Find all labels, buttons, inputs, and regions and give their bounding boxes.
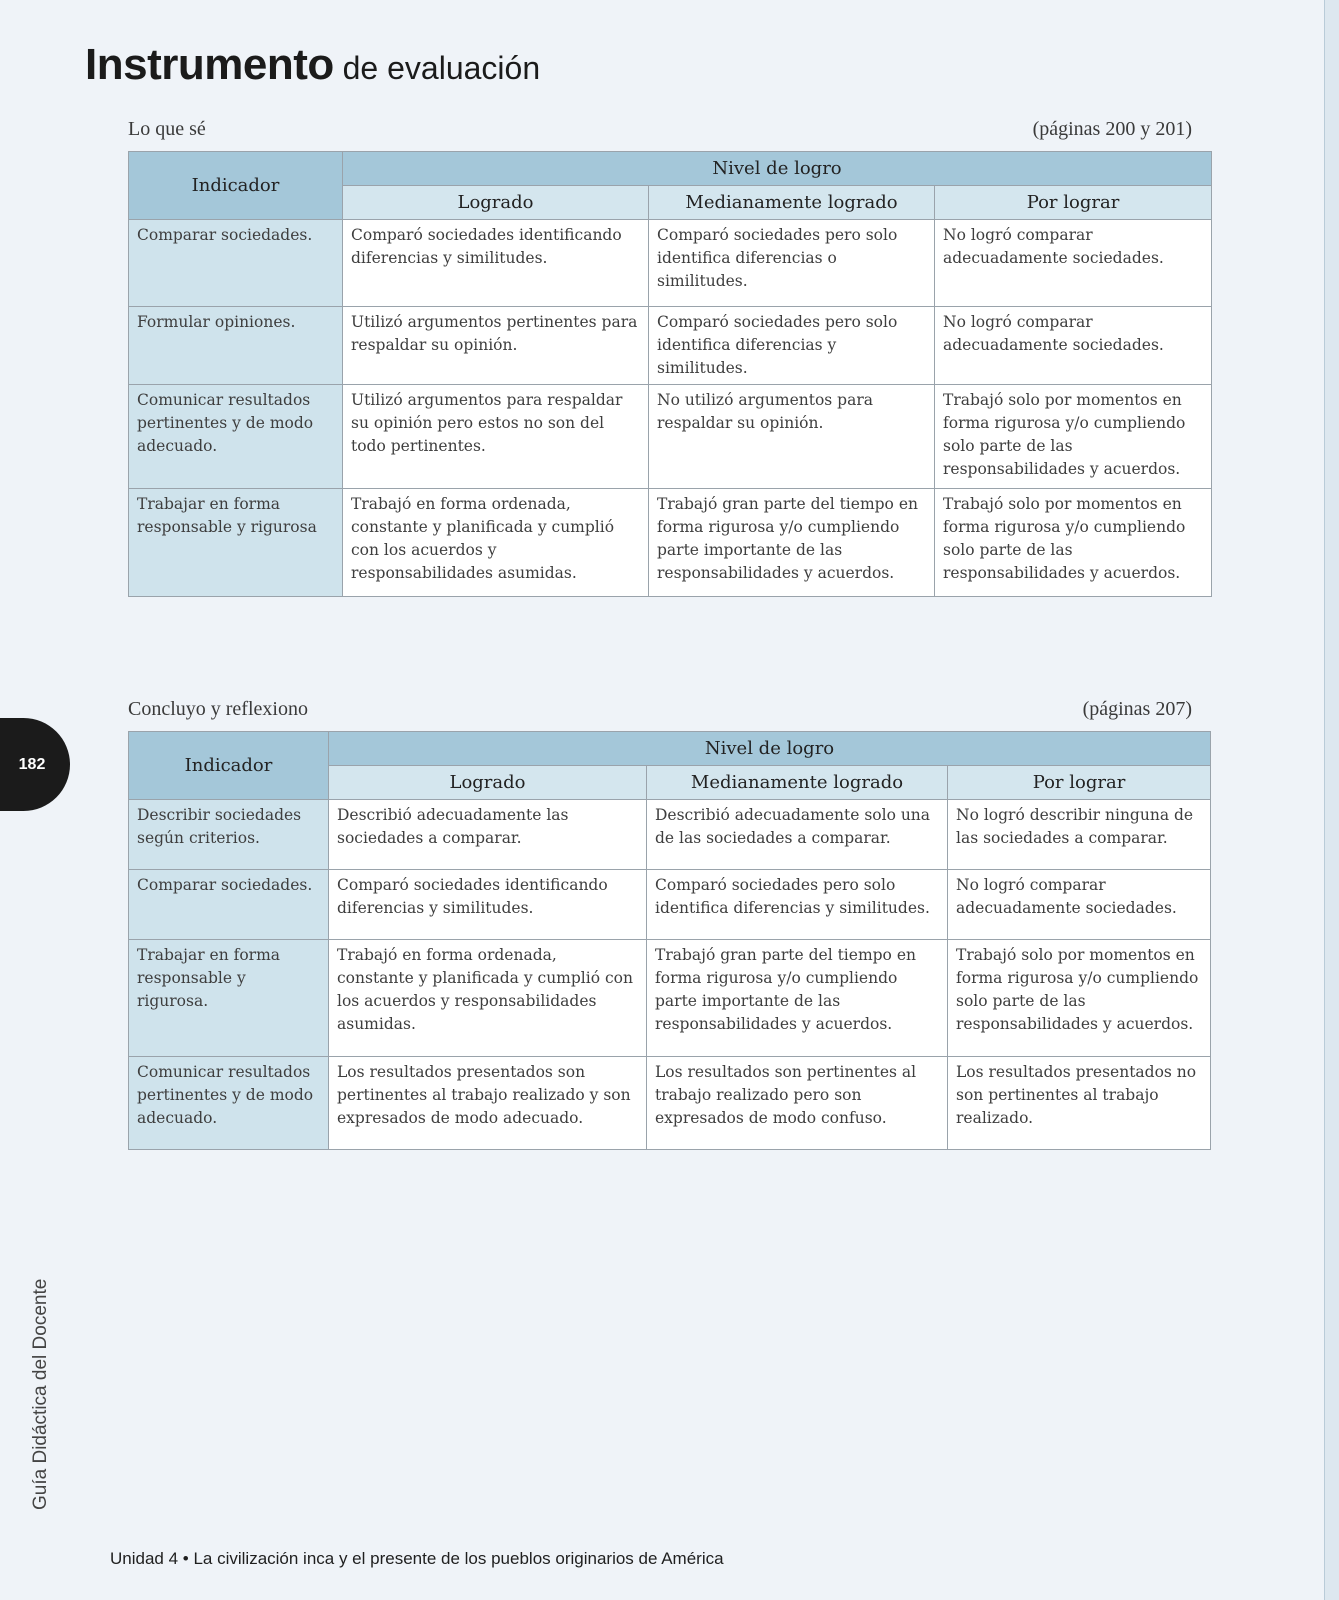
side-label: Guía Didáctica del Docente xyxy=(30,1278,51,1510)
table-row xyxy=(129,940,1211,1057)
section-1-label: Lo que sé xyxy=(128,118,206,140)
indicador-cell: Comparar sociedades. xyxy=(129,870,329,940)
page-title-light: de evaluación xyxy=(342,50,541,86)
medianamente-cell: Comparó sociedades pero solo identifica diferencias y similitudes. xyxy=(647,870,948,940)
page-title-bold: Instrumento xyxy=(85,40,334,89)
page-title xyxy=(85,40,540,90)
logrado-cell: Trabajó en forma ordenada, constante y planificada y cumplió con los acuerdos y responsabilidades asumidas. xyxy=(343,489,649,597)
table-row xyxy=(129,385,1212,489)
logrado-cell: Utilizó argumentos pertinentes para respaldar su opinión. xyxy=(343,307,649,385)
indicador-cell: Trabajar en forma responsable y rigurosa. xyxy=(129,940,329,1057)
level-header-medianamente: Medianamente logrado xyxy=(647,766,948,800)
level-header-por-lograr: Por lograr xyxy=(935,186,1212,220)
indicador-cell: Comunicar resultados pertinentes y de modo adecuado. xyxy=(129,1057,329,1150)
indicador-cell: Formular opiniones. xyxy=(129,307,343,385)
por-lograr-cell: Trabajó solo por momentos en forma rigurosa y/o cumpliendo solo parte de las responsabilidades y acuerdos. xyxy=(948,940,1211,1057)
page-number: 182 xyxy=(18,755,46,773)
medianamente-cell: Comparó sociedades pero solo identifica diferencias y similitudes. xyxy=(649,307,935,385)
indicador-cell: Trabajar en forma responsable y rigurosa xyxy=(129,489,343,597)
medianamente-cell: Trabajó gran parte del tiempo en forma rigurosa y/o cumpliendo parte importante de las responsabilidades y acuerdos. xyxy=(647,940,948,1057)
rubric-table-2 xyxy=(128,731,1211,1150)
indicador-cell: Describir sociedades según criterios. xyxy=(129,800,329,870)
medianamente-cell: Los resultados son pertinentes al trabajo realizado pero son expresados de modo confuso. xyxy=(647,1057,948,1150)
nivel-de-logro-header: Nivel de logro xyxy=(329,732,1211,766)
table-row xyxy=(129,307,1212,385)
por-lograr-cell: No logró comparar adecuadamente sociedades. xyxy=(935,220,1212,307)
logrado-cell: Describió adecuadamente las sociedades a comparar. xyxy=(329,800,647,870)
logrado-cell: Los resultados presentados son pertinentes al trabajo realizado y son expresados de modo adecuado. xyxy=(329,1057,647,1150)
level-header-logrado: Logrado xyxy=(343,186,649,220)
medianamente-cell: No utilizó argumentos para respaldar su opinión. xyxy=(649,385,935,489)
logrado-cell: Comparó sociedades identificando diferencias y similitudes. xyxy=(329,870,647,940)
por-lograr-cell: Los resultados presentados no son pertinentes al trabajo realizado. xyxy=(948,1057,1211,1150)
logrado-cell: Utilizó argumentos para respaldar su opinión pero estos no son del todo pertinentes. xyxy=(343,385,649,489)
section-2-label: Concluyo y reflexiono xyxy=(128,698,308,720)
por-lograr-cell: No logró comparar adecuadamente sociedades. xyxy=(948,870,1211,940)
indicador-header: Indicador xyxy=(129,152,343,220)
right-edge-strip xyxy=(1324,0,1339,1600)
footer-unit-title: Unidad 4 • La civilización inca y el presente de los pueblos originarios de América xyxy=(110,1549,724,1568)
section-2-pages: (páginas 207) xyxy=(1082,698,1192,720)
table-row xyxy=(129,1057,1211,1150)
table-row xyxy=(129,489,1212,597)
level-header-medianamente: Medianamente logrado xyxy=(649,186,935,220)
por-lograr-cell: No logró comparar adecuadamente sociedades. xyxy=(935,307,1212,385)
section-1-pages: (páginas 200 y 201) xyxy=(1032,118,1192,140)
nivel-de-logro-header: Nivel de logro xyxy=(343,152,1212,186)
medianamente-cell: Trabajó gran parte del tiempo en forma rigurosa y/o cumpliendo parte importante de las responsabilidades y acuerdos. xyxy=(649,489,935,597)
medianamente-cell: Describió adecuadamente solo una de las sociedades a comparar. xyxy=(647,800,948,870)
logrado-cell: Trabajó en forma ordenada, constante y planificada y cumplió con los acuerdos y responsabilidades asumidas. xyxy=(329,940,647,1057)
indicador-header: Indicador xyxy=(129,732,329,800)
table-row xyxy=(129,220,1212,307)
level-header-por-lograr: Por lograr xyxy=(948,766,1211,800)
por-lograr-cell: Trabajó solo por momentos en forma rigurosa y/o cumpliendo solo parte de las responsabilidades y acuerdos. xyxy=(935,385,1212,489)
por-lograr-cell: Trabajó solo por momentos en forma rigurosa y/o cumpliendo solo parte de las responsabilidades y acuerdos. xyxy=(935,489,1212,597)
page-number-tab xyxy=(0,718,70,811)
logrado-cell: Comparó sociedades identificando diferencias y similitudes. xyxy=(343,220,649,307)
rubric-table-1 xyxy=(128,151,1212,597)
table-row xyxy=(129,800,1211,870)
por-lograr-cell: No logró describir ninguna de las sociedades a comparar. xyxy=(948,800,1211,870)
table-row xyxy=(129,870,1211,940)
medianamente-cell: Comparó sociedades pero solo identifica diferencias o similitudes. xyxy=(649,220,935,307)
indicador-cell: Comparar sociedades. xyxy=(129,220,343,307)
level-header-logrado: Logrado xyxy=(329,766,647,800)
indicador-cell: Comunicar resultados pertinentes y de modo adecuado. xyxy=(129,385,343,489)
